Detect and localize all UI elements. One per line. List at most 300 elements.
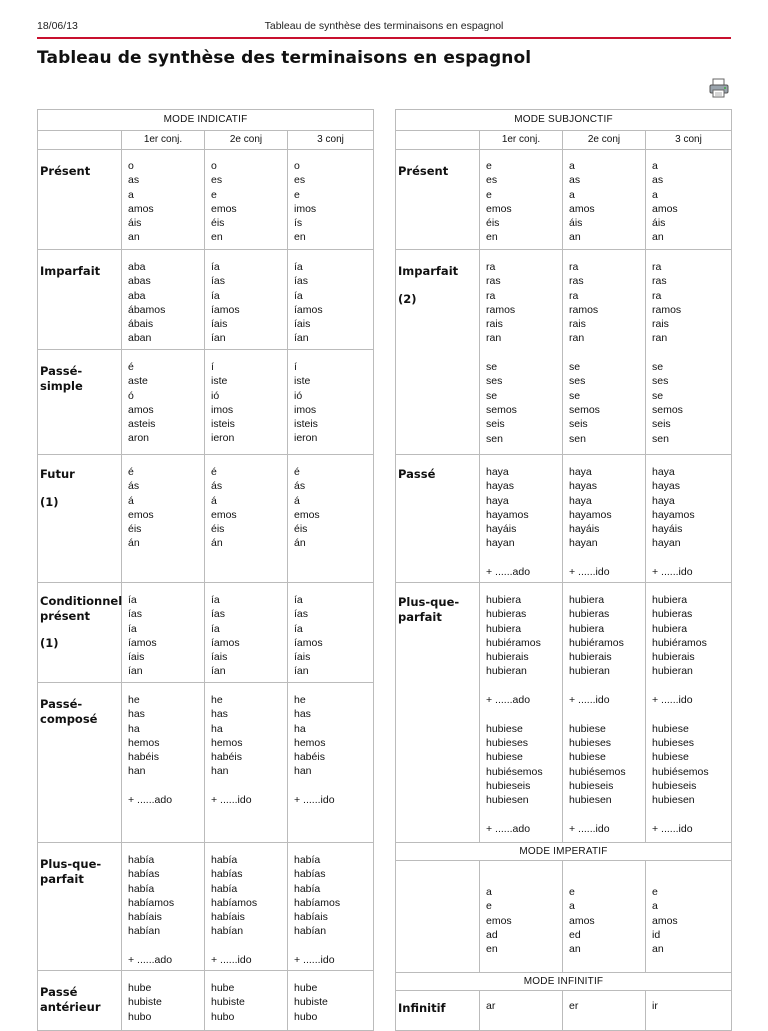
- ending-text: + ......ido: [211, 794, 252, 807]
- ending-text: hubiese: [486, 751, 523, 764]
- endings-cell: [563, 583, 646, 843]
- ending-text: hubiste: [294, 996, 328, 1009]
- ending-text: e: [211, 188, 217, 201]
- spacer-line: [652, 346, 731, 360]
- ending-text: ras: [486, 275, 501, 288]
- ending-text: iste: [211, 375, 228, 388]
- endings-cell: [288, 455, 374, 583]
- ending-text: íamos: [128, 636, 157, 649]
- ending-text: emos: [486, 202, 512, 215]
- conj-header-3: 3 conj: [646, 131, 732, 150]
- ending-text: a: [569, 900, 575, 913]
- ending-text: haya: [569, 466, 592, 478]
- ending-text: semos: [652, 403, 683, 416]
- ending-text: isteis: [211, 418, 235, 431]
- spacer-line: [486, 679, 562, 693]
- ending-text: ía: [294, 289, 303, 302]
- ending-text: hubieran: [486, 665, 527, 678]
- ending-text: e: [486, 160, 492, 172]
- ending-text: hubiese: [569, 751, 606, 764]
- ending-text: aste: [128, 375, 148, 388]
- endings-cell: [288, 150, 374, 250]
- spacer-line: [128, 779, 204, 793]
- ending-text: imos: [294, 403, 317, 416]
- ending-text: haya: [652, 494, 675, 507]
- ending-text: + ......ido: [652, 822, 693, 835]
- ending-text: semos: [569, 403, 600, 416]
- ending-text: ramos: [652, 303, 682, 316]
- ending-text: hubieseis: [486, 779, 531, 792]
- subjonctif-mode-title: MODE SUBJONCTIF: [396, 110, 732, 131]
- ending-text: as: [652, 174, 664, 187]
- ending-text: aron: [128, 432, 150, 445]
- ending-text: hubieras: [569, 608, 610, 621]
- endings-cell: [288, 843, 374, 971]
- ending-text: é: [128, 466, 134, 478]
- ending-text: se: [486, 389, 498, 402]
- ending-text: ió: [211, 389, 220, 402]
- endings-cell: [646, 991, 732, 1031]
- spacer-line: [128, 939, 204, 953]
- ending-text: ías: [211, 275, 226, 288]
- ending-text: ses: [569, 375, 586, 388]
- conj-header-2: 2e conj: [563, 131, 646, 150]
- ending-text: hube: [294, 982, 318, 994]
- ending-text: hubieras: [652, 608, 693, 621]
- endings-cell: [205, 583, 288, 683]
- ending-text: áis: [652, 217, 666, 230]
- ending-text: asteis: [128, 418, 156, 431]
- ending-text: ras: [569, 275, 584, 288]
- ending-text: íamos: [294, 303, 323, 316]
- ending-text: a: [486, 886, 492, 898]
- ending-text: hayas: [652, 480, 681, 493]
- endings-cell: [563, 250, 646, 455]
- spacer-line: [211, 779, 287, 793]
- ending-text: án: [211, 537, 223, 550]
- ending-text: hayas: [486, 480, 515, 493]
- ending-text: hubiésemos: [652, 765, 709, 778]
- ending-text: hubieras: [486, 608, 527, 621]
- ending-text: + ......ido: [211, 954, 252, 967]
- ending-text: ás: [294, 480, 306, 493]
- ending-text: en: [211, 231, 223, 244]
- tense-label-passe: Passé: [396, 455, 480, 583]
- endings-cell: [480, 861, 563, 973]
- ending-text: aba: [128, 289, 146, 302]
- ending-text: han: [128, 765, 146, 778]
- ending-text: ían: [294, 332, 309, 345]
- ending-text: seis: [652, 418, 671, 431]
- ending-text: ías: [211, 608, 226, 621]
- ending-text: ras: [652, 275, 667, 288]
- ending-text: sen: [486, 432, 503, 445]
- ending-text: hubiese: [569, 722, 606, 735]
- ending-text: + ......ado: [128, 954, 173, 967]
- ending-text: has: [211, 708, 228, 721]
- ending-text: é: [294, 466, 300, 478]
- ending-text: se: [486, 361, 498, 374]
- ending-text: ra: [569, 261, 579, 273]
- ending-text: habían: [211, 925, 244, 938]
- ending-text: ses: [486, 375, 503, 388]
- ending-text: ha: [294, 722, 306, 735]
- ending-text: e: [486, 900, 492, 913]
- ending-text: hube: [211, 982, 235, 994]
- ending-text: an: [569, 943, 581, 956]
- ending-text: ía: [294, 261, 303, 273]
- ending-text: hayas: [569, 480, 598, 493]
- spacer-line: [652, 679, 731, 693]
- ending-text: ían: [128, 665, 143, 678]
- ending-text: íais: [294, 651, 311, 664]
- ending-text: + ......ado: [128, 794, 173, 807]
- ending-text: ramos: [486, 303, 516, 316]
- spacer-line: [569, 346, 645, 360]
- tense-label-present: Présent: [38, 150, 122, 250]
- ending-text: sen: [569, 432, 586, 445]
- ending-text: hubiéramos: [652, 636, 707, 649]
- spacer-line: [486, 707, 562, 721]
- ending-text: ó: [128, 389, 134, 402]
- ending-text: á: [211, 494, 217, 507]
- ending-text: aba: [128, 261, 146, 273]
- ending-text: íais: [294, 318, 311, 331]
- ending-text: ran: [569, 332, 585, 345]
- ending-text: es: [486, 174, 498, 187]
- ending-text: er: [569, 1000, 579, 1012]
- ending-text: hubiesen: [652, 794, 695, 807]
- ending-text: hayamos: [486, 508, 529, 521]
- ending-text: he: [294, 694, 306, 706]
- ending-text: as: [569, 174, 581, 187]
- ending-text: habíais: [128, 911, 162, 924]
- endings-cell: [122, 843, 205, 971]
- ending-text: ra: [486, 261, 496, 273]
- ending-text: hubo: [294, 1010, 318, 1023]
- ending-text: á: [294, 494, 300, 507]
- ending-text: ha: [128, 722, 140, 735]
- ending-text: ieron: [294, 432, 318, 445]
- ending-text: había: [294, 882, 321, 895]
- ending-text: emos: [128, 508, 154, 521]
- tense-label-conditionnel: Conditionnel présent (1): [38, 583, 122, 683]
- conj-header-2: 2e conj: [205, 131, 288, 150]
- tense-label-plus-que-parfait: Plus-que- parfait: [38, 843, 122, 971]
- ending-text: hubiéramos: [569, 636, 624, 649]
- ending-text: amos: [652, 202, 678, 215]
- ending-text: íais: [211, 318, 228, 331]
- ending-text: í: [211, 361, 214, 373]
- empty-corner: [396, 131, 480, 150]
- ending-text: habéis: [128, 751, 159, 764]
- ending-text: hayáis: [569, 523, 600, 536]
- ending-text: habíamos: [211, 896, 258, 909]
- endings-cell: [563, 991, 646, 1031]
- ending-text: hubierais: [652, 651, 695, 664]
- indicatif-table: [37, 109, 374, 1031]
- spacer-line: [486, 807, 562, 821]
- ending-text: a: [652, 160, 658, 172]
- ending-text: e: [569, 886, 575, 898]
- ending-text: habías: [294, 868, 326, 881]
- ending-text: amos: [128, 403, 154, 416]
- ending-text: seis: [486, 418, 505, 431]
- ending-text: seis: [569, 418, 588, 431]
- ending-text: hubiera: [569, 594, 605, 606]
- ending-text: e: [486, 188, 492, 201]
- ending-text: hubiesen: [486, 794, 529, 807]
- ending-text: + ......ido: [569, 822, 610, 835]
- ending-text: ra: [486, 289, 496, 302]
- ending-text: hayan: [652, 537, 681, 550]
- ending-text: hayáis: [652, 523, 683, 536]
- ending-text: ra: [569, 289, 579, 302]
- endings-cell: [288, 683, 374, 843]
- ending-text: he: [128, 694, 140, 706]
- tense-label-imparfait: Imparfait (2): [396, 250, 480, 455]
- ending-text: íais: [128, 651, 145, 664]
- ending-text: é: [211, 466, 217, 478]
- ending-text: ía: [211, 289, 220, 302]
- spacer-line: [294, 779, 373, 793]
- endings-cell: [563, 455, 646, 583]
- ending-text: habíais: [294, 911, 328, 924]
- imperatif-mode-title: MODE IMPERATIF: [396, 843, 732, 861]
- endings-cell: [563, 150, 646, 250]
- empty-corner: [38, 131, 122, 150]
- ending-text: ía: [211, 261, 220, 273]
- ending-text: e: [294, 188, 300, 201]
- endings-cell: [480, 250, 563, 455]
- ending-text: hubierais: [569, 651, 612, 664]
- spacer-line: [652, 551, 731, 565]
- ending-text: + ......ido: [652, 694, 693, 707]
- ending-text: hubiesen: [569, 794, 612, 807]
- ending-text: en: [294, 231, 306, 244]
- ending-text: a: [652, 900, 658, 913]
- ending-text: éis: [211, 523, 225, 536]
- ending-text: a: [128, 188, 134, 201]
- ending-text: ábais: [128, 318, 154, 331]
- ending-text: an: [569, 231, 581, 244]
- ending-text: emos: [294, 508, 320, 521]
- ending-text: iste: [294, 375, 311, 388]
- ending-text: ses: [652, 375, 669, 388]
- ending-text: an: [128, 231, 140, 244]
- ending-text: hubiera: [652, 594, 688, 606]
- endings-cell: [122, 350, 205, 455]
- ending-text: ra: [652, 261, 662, 273]
- ending-text: haya: [652, 466, 675, 478]
- infinitif-mode-title: MODE INFINITIF: [396, 973, 732, 991]
- ending-text: sen: [652, 432, 669, 445]
- ending-text: había: [128, 882, 155, 895]
- ending-text: ramos: [569, 303, 599, 316]
- endings-cell: [288, 971, 374, 1031]
- printer-icon[interactable]: [708, 78, 730, 98]
- ending-text: hubieses: [652, 736, 695, 749]
- tense-label-infinitif: Infinitif: [396, 991, 480, 1031]
- ending-text: se: [652, 389, 664, 402]
- spacer-line: [652, 807, 731, 821]
- ending-text: ed: [569, 928, 581, 941]
- ending-text: se: [652, 361, 664, 374]
- ending-text: emos: [486, 914, 512, 927]
- ending-text: rais: [569, 318, 586, 331]
- ending-text: ís: [294, 217, 303, 230]
- ending-text: isteis: [294, 418, 318, 431]
- ending-text: en: [486, 231, 498, 244]
- ending-text: había: [294, 854, 321, 866]
- ending-text: éis: [294, 523, 308, 536]
- tense-label-passe-compose: Passé- composé: [38, 683, 122, 843]
- endings-cell: [122, 683, 205, 843]
- ending-text: rais: [652, 318, 669, 331]
- ending-text: hubo: [211, 1010, 235, 1023]
- ending-text: ían: [211, 665, 226, 678]
- ending-text: habéis: [211, 751, 242, 764]
- conj-header-1: 1er conj.: [122, 131, 205, 150]
- ending-text: id: [652, 928, 661, 941]
- endings-cell: [646, 583, 732, 843]
- imperatif-empty-label: [396, 861, 480, 973]
- endings-cell: [480, 455, 563, 583]
- ending-text: án: [128, 537, 140, 550]
- ending-text: + ......ado: [486, 822, 531, 835]
- ending-text: hubiera: [652, 622, 688, 635]
- tense-label-imparfait: Imparfait: [38, 250, 122, 350]
- indicatif-mode-title: MODE INDICATIF: [38, 110, 374, 131]
- tense-label-futur: Futur (1): [38, 455, 122, 583]
- ending-text: ía: [128, 622, 137, 635]
- ending-text: han: [294, 765, 312, 778]
- endings-cell: [122, 150, 205, 250]
- ending-text: o: [211, 160, 217, 172]
- spacer-line: [569, 679, 645, 693]
- ending-text: íamos: [211, 303, 240, 316]
- tense-label-plus-que-parfait: Plus-que- parfait: [396, 583, 480, 843]
- ending-text: éis: [128, 523, 142, 536]
- ending-text: ás: [211, 480, 223, 493]
- ending-text: ías: [128, 608, 143, 621]
- ending-text: o: [128, 160, 134, 172]
- ending-text: has: [128, 708, 145, 721]
- ending-text: an: [652, 231, 664, 244]
- ending-text: hemos: [294, 736, 326, 749]
- ending-text: í: [294, 361, 297, 373]
- ending-text: se: [569, 389, 581, 402]
- ending-text: he: [211, 694, 223, 706]
- ending-text: ábamos: [128, 303, 166, 316]
- ending-text: ían: [294, 665, 309, 678]
- ending-text: ías: [294, 275, 309, 288]
- ending-text: ran: [652, 332, 668, 345]
- ending-text: hubierais: [486, 651, 529, 664]
- ending-text: íamos: [294, 636, 323, 649]
- ending-text: ía: [294, 622, 303, 635]
- ending-text: abas: [128, 275, 151, 288]
- tense-label-present: Présent: [396, 150, 480, 250]
- ending-text: hubiera: [486, 622, 522, 635]
- endings-cell: [288, 583, 374, 683]
- endings-cell: [205, 971, 288, 1031]
- endings-cell: [205, 250, 288, 350]
- ending-text: rais: [486, 318, 503, 331]
- endings-cell: [480, 583, 563, 843]
- ending-text: ra: [652, 289, 662, 302]
- tense-label-passe-simple: Passé- simple: [38, 350, 122, 455]
- ending-text: amos: [652, 914, 678, 927]
- ending-text: emos: [211, 202, 237, 215]
- ending-text: hubiste: [128, 996, 162, 1009]
- ending-text: hayamos: [652, 508, 695, 521]
- endings-cell: [646, 455, 732, 583]
- ending-text: hubiésemos: [569, 765, 626, 778]
- ending-text: hubiera: [569, 622, 605, 635]
- endings-cell: [122, 583, 205, 683]
- ending-text: e: [652, 886, 658, 898]
- ending-text: + ......ado: [486, 566, 531, 579]
- ending-text: había: [211, 854, 238, 866]
- ending-text: habíamos: [294, 896, 341, 909]
- ending-text: ían: [211, 332, 226, 345]
- endings-cell: [205, 843, 288, 971]
- ending-text: ás: [128, 480, 140, 493]
- ending-text: imos: [211, 403, 234, 416]
- ending-text: hubieran: [652, 665, 693, 678]
- ending-text: ieron: [211, 432, 235, 445]
- conj-header-1: 1er conj.: [480, 131, 563, 150]
- document-title: Tableau de synthèse des terminaisons en espagnol: [37, 48, 532, 68]
- ending-text: ran: [486, 332, 502, 345]
- ending-text: ía: [294, 594, 303, 606]
- header-divider: [37, 37, 731, 39]
- endings-cell: [122, 250, 205, 350]
- ending-text: ad: [486, 928, 498, 941]
- spacer-line: [569, 551, 645, 565]
- ending-text: hubiese: [652, 722, 689, 735]
- ending-text: semos: [486, 403, 517, 416]
- spacer-line: [486, 551, 562, 565]
- ending-text: + ......ado: [486, 694, 531, 707]
- ending-text: habíamos: [128, 896, 175, 909]
- ending-text: amos: [128, 202, 154, 215]
- endings-cell: [205, 455, 288, 583]
- endings-cell: [480, 150, 563, 250]
- ending-text: hubieses: [486, 736, 529, 749]
- print-page-title: Tableau de synthèse des terminaisons en espagnol: [264, 20, 504, 32]
- ending-text: hubiese: [652, 751, 689, 764]
- ending-text: áis: [128, 217, 142, 230]
- ending-text: + ......ido: [294, 954, 335, 967]
- ending-text: hayan: [569, 537, 598, 550]
- ending-text: hubiera: [486, 594, 522, 606]
- spacer-line: [211, 939, 287, 953]
- spacer-line: [569, 707, 645, 721]
- ending-text: a: [569, 188, 575, 201]
- ending-text: habías: [128, 868, 160, 881]
- endings-cell: [646, 150, 732, 250]
- tense-label-passe-anterieur: Passé antérieur: [38, 971, 122, 1031]
- ending-text: habían: [294, 925, 327, 938]
- ending-text: en: [486, 943, 498, 956]
- ending-text: a: [652, 188, 658, 201]
- endings-cell: [563, 861, 646, 973]
- spacer-line: [569, 807, 645, 821]
- subjonctif-table: [395, 109, 732, 1031]
- conj-header-3: 3 conj: [288, 131, 374, 150]
